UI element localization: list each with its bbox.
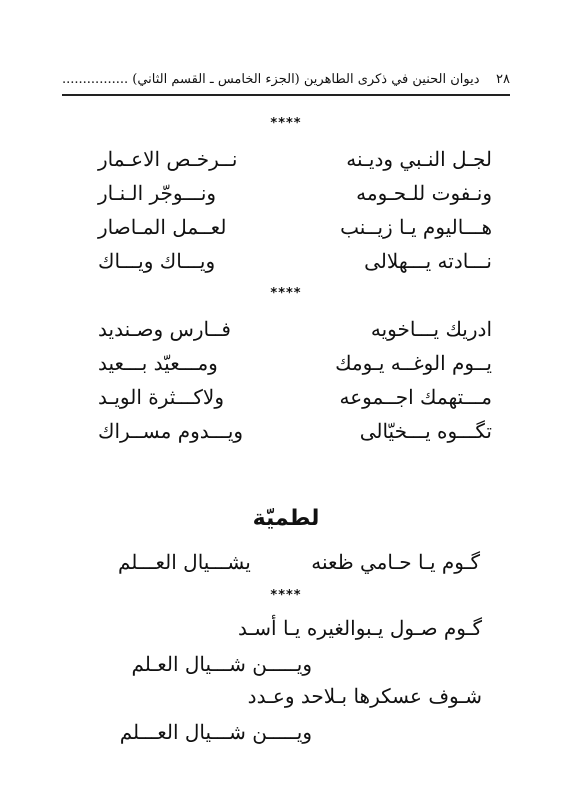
verse-left: ونـــوجّر الـنـار [98,181,217,205]
verse-line: شـوف عسكرها بـلاحد وعـدد [247,684,482,708]
verse-left: ويـــاك ويـــاك [98,249,216,273]
verse-row [80,383,492,417]
refrain-row [100,548,480,582]
verse-line: ويـــــن شـــيال العـــلم [119,720,312,744]
verse-right: مـــتهمك اجــموعه [339,385,492,409]
verse-row [80,315,492,349]
verse-left: لعــمل المـاصار [98,215,227,239]
verse-right: نـــادته يـــهلالى [364,249,492,273]
verse-line: ويـــــن شـــيال العـلم [131,652,312,676]
verse-row [80,349,492,383]
verse-left: ومـــعيّد بـــعيد [98,351,218,375]
verse-row [80,179,492,213]
verse-left: ولاكـــثرة الويـد [98,385,224,409]
verse-right: ونـفوت للـحـومه [356,181,492,205]
verse-right: هـــاليوم يـا زيــنب [340,215,492,239]
verse-right: ادريك يـــاخويه [370,317,492,341]
separator-stars: **** [270,588,302,603]
verse-line: گـوم صـول يـبوالغيره يـا أسـد [237,616,482,640]
running-title: ديوان الحنين في ذكرى الطاهرين (الجزء الخامس ـ القسم الثاني) ................ [62,72,480,87]
verse-row [80,417,492,451]
verse-left: نــرخـص الاعـمار [98,147,238,171]
verse-row [80,145,492,179]
page-number: ٢٨ [496,72,510,87]
verse-left: فــارس وصـنديد [98,317,231,341]
refrain-right: گـوم يـا حـامي ظعنه [311,550,480,574]
verse-row [80,213,492,247]
running-header [62,66,510,96]
separator-stars: **** [270,116,302,131]
refrain-left: يشـــيال العـــلم [118,550,251,574]
verse-right: تگـــوه يـــخيّالى [359,419,492,443]
separator-stars: **** [270,286,302,301]
verse-left: ويـــدوم مســراك [98,419,244,443]
verse-right: يــوم الوغــه يـومك [335,351,492,375]
verse-right: لجـل النـبي وديـنه [346,147,492,171]
verse-row [80,247,492,281]
section-title: لطميّة [252,506,320,531]
